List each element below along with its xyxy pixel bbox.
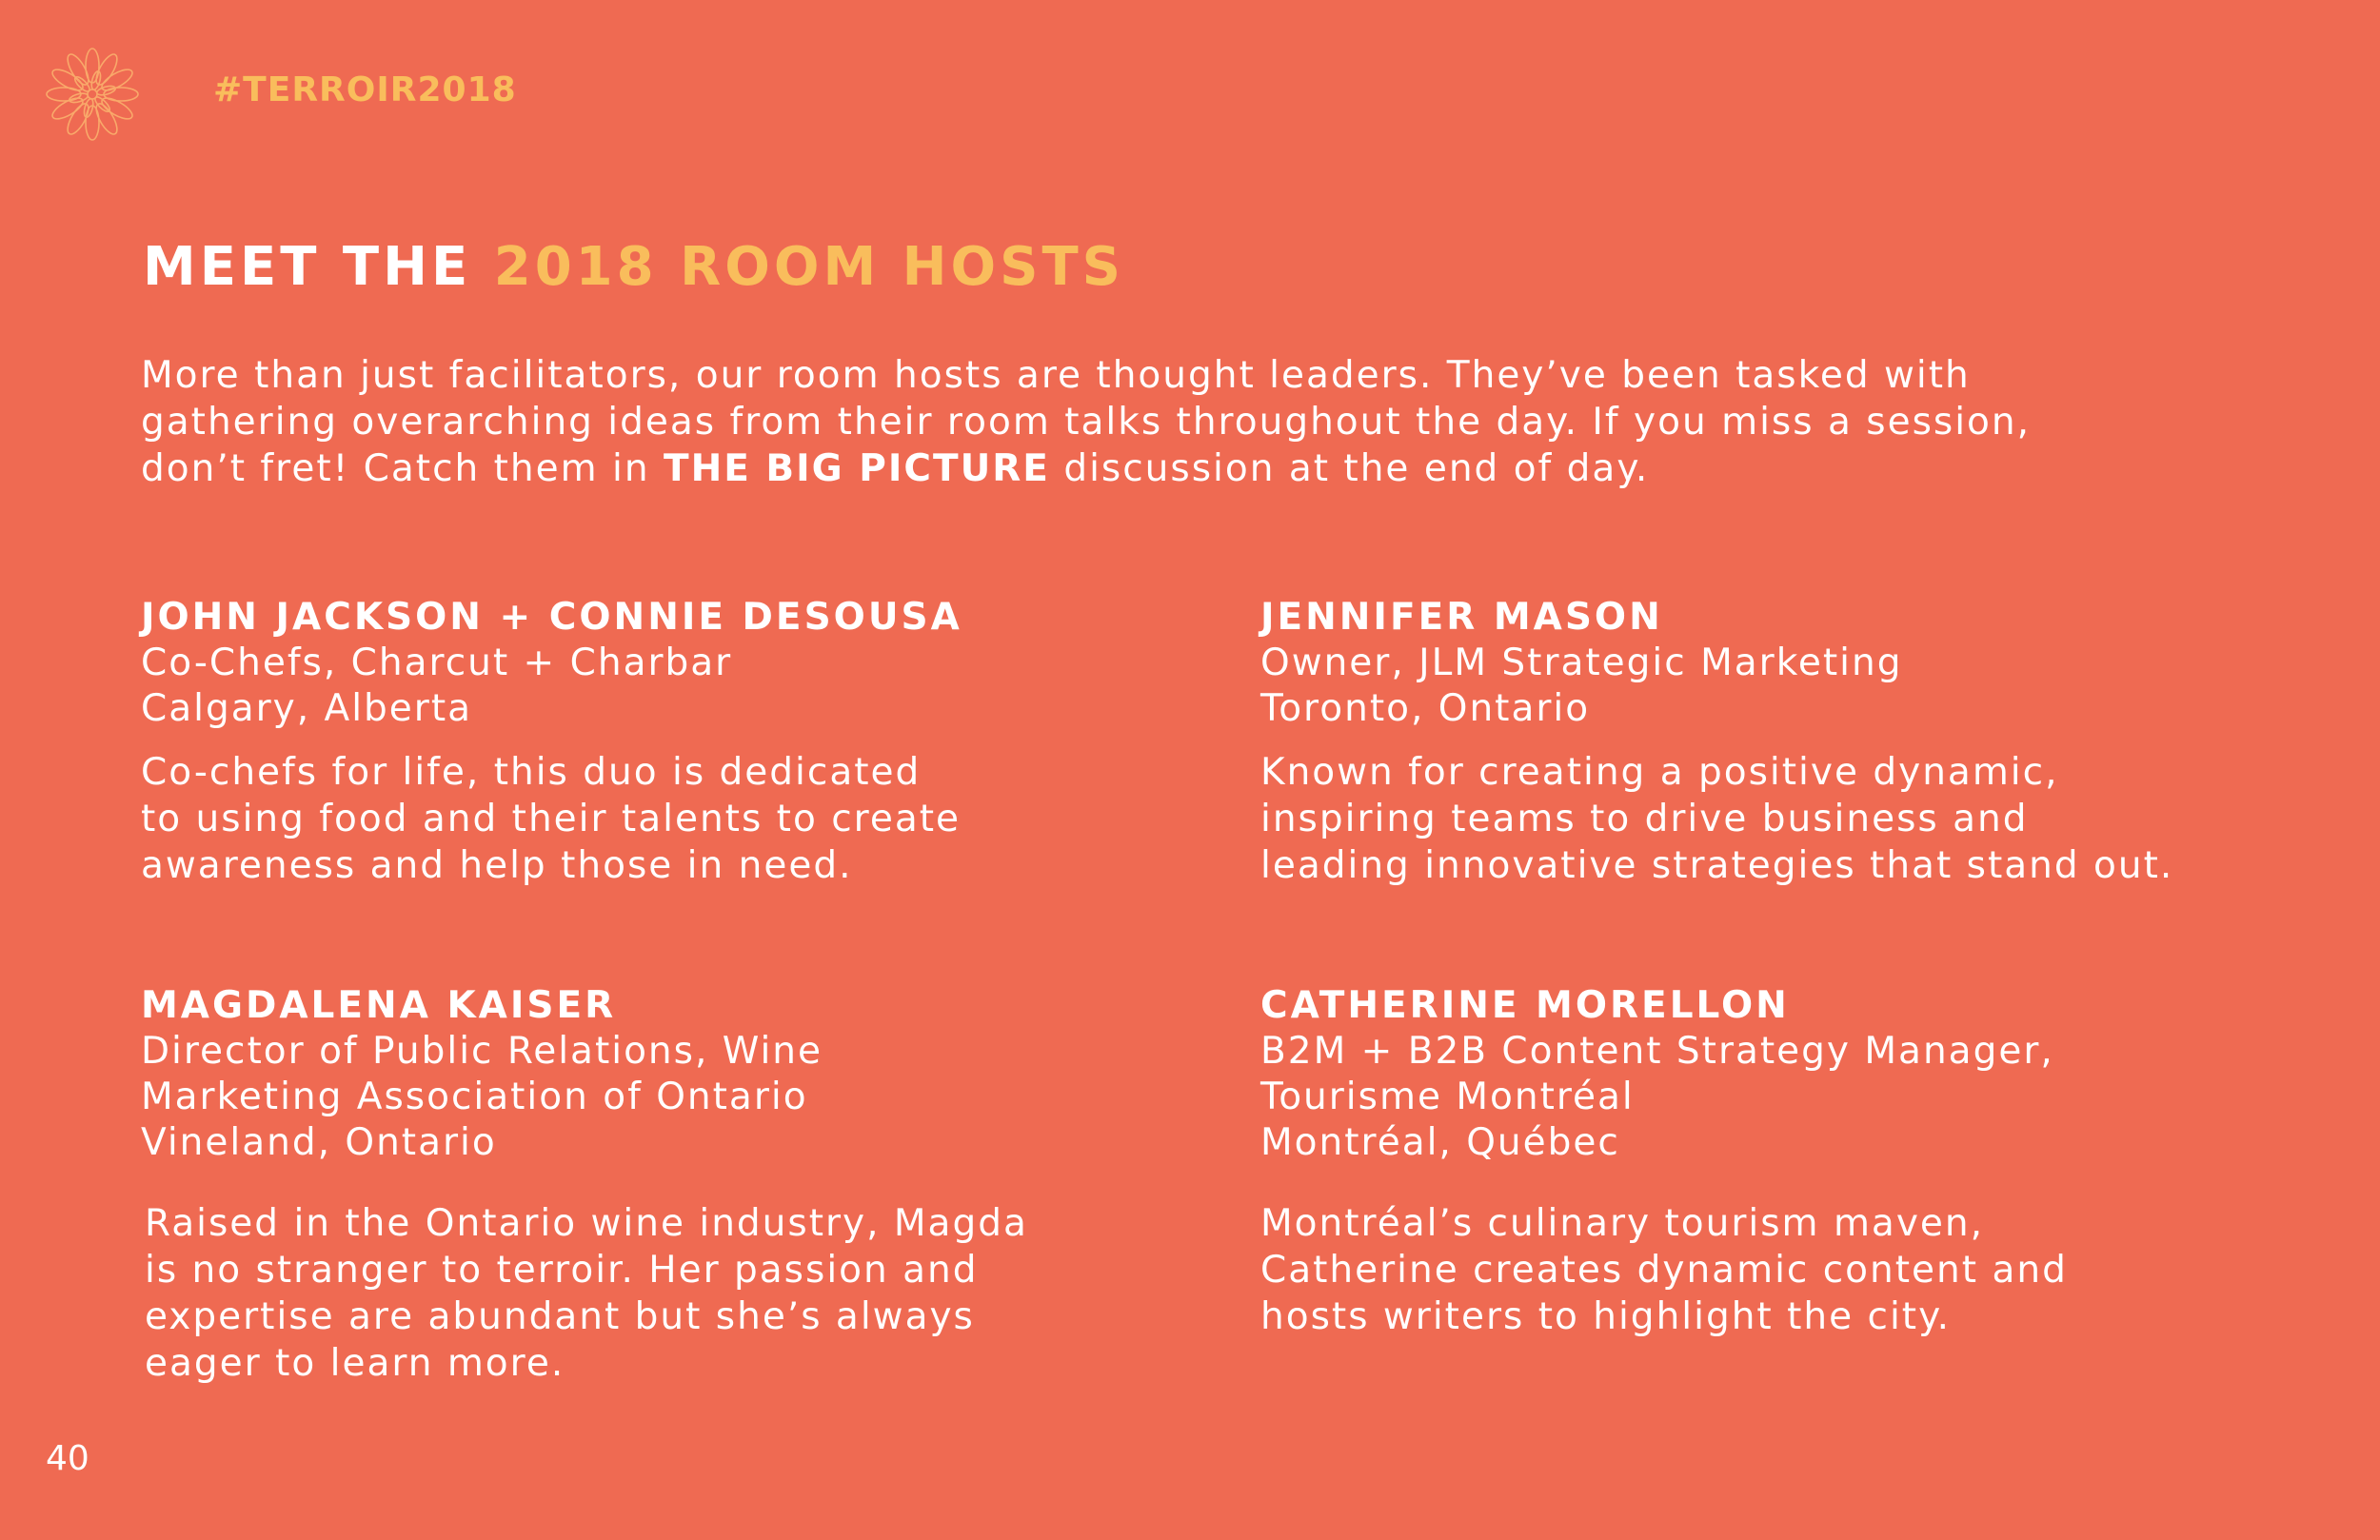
host-card	[141, 982, 1169, 1387]
big-picture-highlight: THE BIG PICTURE	[663, 447, 1050, 490]
hashtag: #TERROIR2018	[213, 70, 517, 109]
host-role: Co-Chefs, Charcut + Charbar	[141, 642, 733, 684]
host-location: Calgary, Alberta	[141, 687, 473, 730]
page-title	[143, 236, 1124, 298]
intro-text: don’t fret! Catch them in	[141, 447, 664, 490]
flower-mandala-icon	[42, 44, 143, 145]
host-role: Tourisme Montréal	[1260, 1076, 1635, 1118]
host-bio	[141, 749, 1169, 889]
bio-line: expertise are abundant but she’s always	[145, 1295, 975, 1338]
title-accent: 2018 ROOM HOSTS	[493, 236, 1124, 298]
host-bio	[1260, 749, 2289, 889]
host-name: MAGDALENA KAISER	[141, 984, 617, 1027]
host-role: B2M + B2B Content Strategy Manager,	[1260, 1030, 2054, 1073]
bio-line: Known for creating a positive dynamic,	[1260, 751, 2059, 794]
bio-line: to using food and their talents to create	[141, 798, 962, 840]
intro-line: gathering overarching ideas from their room talks throughout the day. If you miss a session,	[141, 401, 2032, 444]
bio-line: Catherine creates dynamic content and	[1260, 1249, 2068, 1292]
bio-line: is no stranger to terroir. Her passion and	[145, 1249, 979, 1292]
bio-line: Montréal’s culinary tourism maven,	[1260, 1202, 1985, 1245]
intro-line: More than just facilitators, our room hosts are thought leaders. They’ve been tasked with	[141, 354, 1971, 397]
host-location: Montréal, Québec	[1260, 1121, 1620, 1164]
host-card	[1260, 594, 2289, 889]
bio-line: awareness and help those in need.	[141, 844, 853, 887]
host-role: Director of Public Relations, Wine	[141, 1030, 823, 1073]
host-location: Vineland, Ontario	[141, 1121, 497, 1164]
intro-line	[141, 445, 2283, 492]
host-card	[1260, 982, 2289, 1340]
bio-line: inspiring teams to drive business and	[1260, 798, 2029, 840]
host-bio	[1260, 1200, 2289, 1340]
bio-line: eager to learn more.	[145, 1342, 565, 1385]
host-role: Marketing Association of Ontario	[141, 1076, 808, 1118]
host-name: JOHN JACKSON + CONNIE DESOUSA	[141, 596, 962, 639]
bio-line: Co-chefs for life, this duo is dedicated	[141, 751, 922, 794]
intro-paragraph	[141, 352, 2283, 492]
host-role: Owner, JLM Strategic Marketing	[1260, 642, 1903, 684]
page-number: 40	[46, 1439, 89, 1478]
bio-line: leading innovative strategies that stand out.	[1260, 844, 2174, 887]
host-card	[141, 594, 1169, 889]
host-name: JENNIFER MASON	[1260, 596, 1663, 639]
bio-line: hosts writers to highlight the city.	[1260, 1295, 1952, 1338]
intro-text: discussion at the end of day.	[1049, 447, 1650, 490]
title-lead: MEET THE	[143, 236, 494, 298]
host-name: CATHERINE MORELLON	[1260, 984, 1790, 1027]
host-bio	[145, 1200, 1169, 1387]
host-location: Toronto, Ontario	[1260, 687, 1591, 730]
bio-line: Raised in the Ontario wine industry, Magda	[145, 1202, 1028, 1245]
